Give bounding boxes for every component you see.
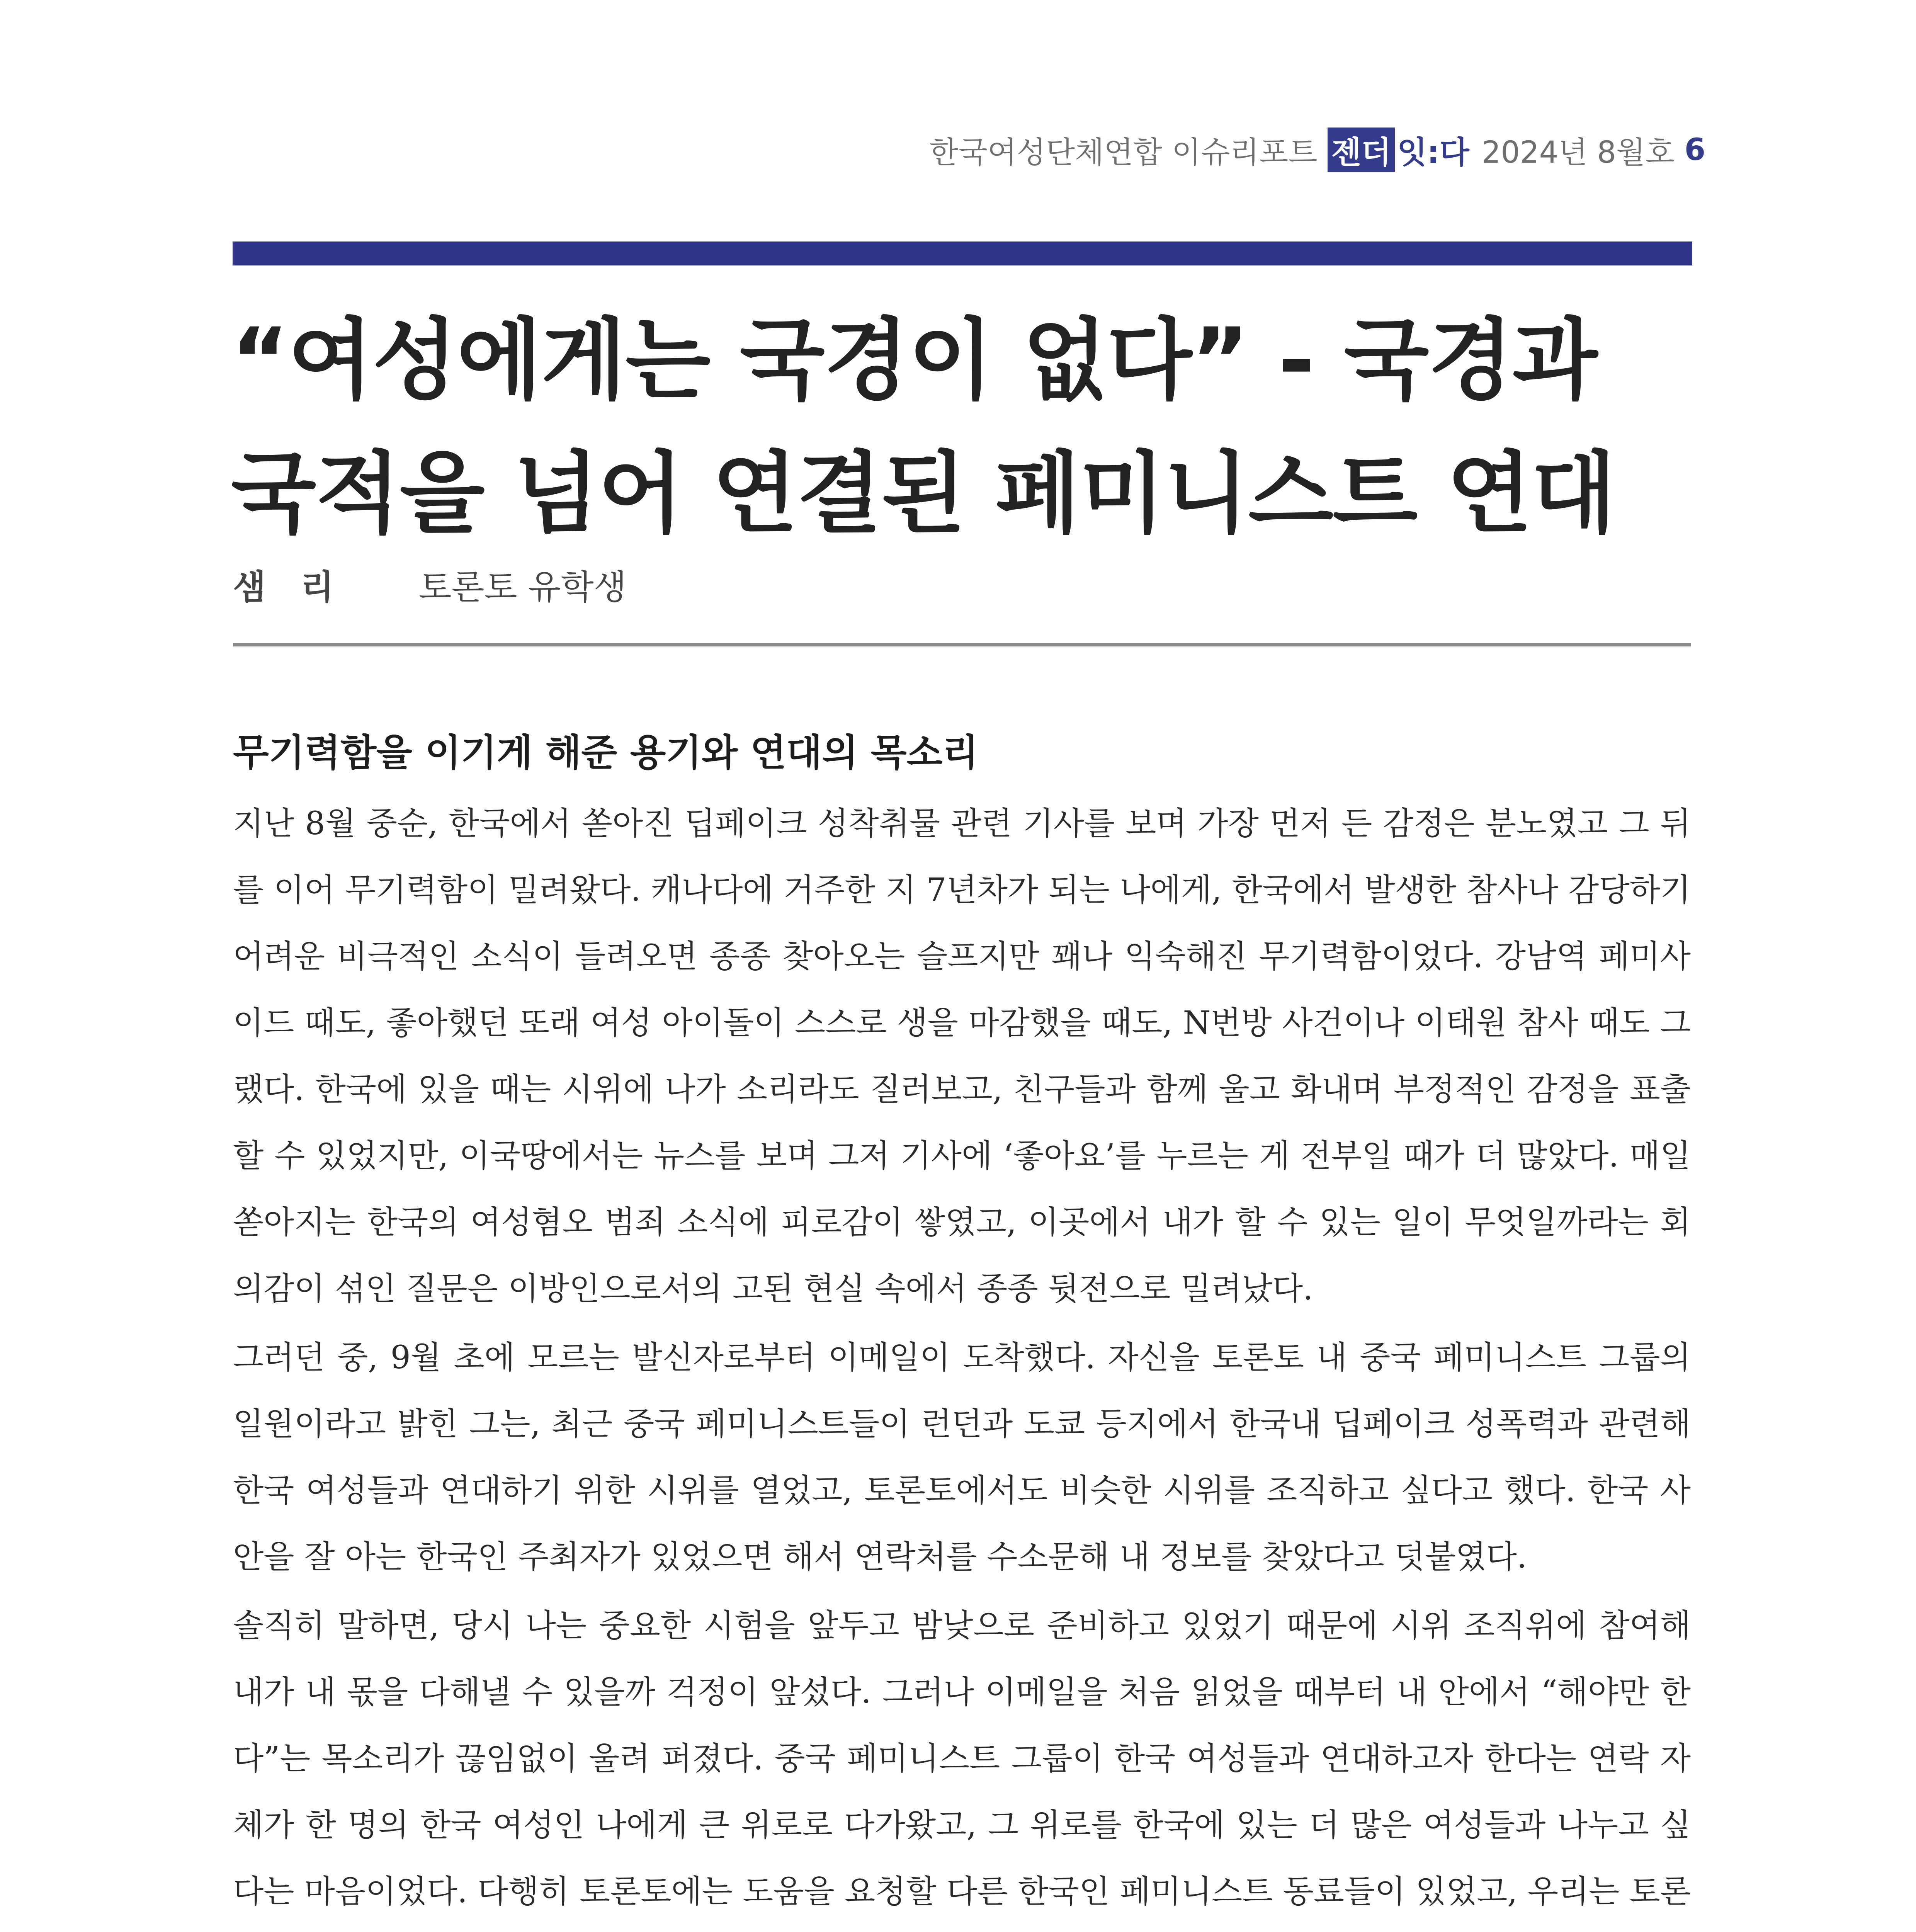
author-role: 토론토 유학생: [418, 567, 627, 607]
brand-part-1: 젠더: [1328, 128, 1395, 172]
brand-part-2: 잇:다: [1397, 134, 1469, 170]
article-body: [233, 791, 1691, 1932]
byline: [233, 560, 627, 609]
running-head: [929, 128, 1705, 172]
publisher-label: 한국여성단체연합 이슈리포트: [929, 135, 1318, 170]
title-top-bar: [233, 242, 1692, 265]
issue-label: 2024년 8월호: [1481, 135, 1675, 170]
paragraph: 솔직히 말하면, 당시 나는 중요한 시험을 앞두고 밤낮으로 준비하고 있었기 때문에 시위 조직위에 참여해 내가 내 몫을 다해낼 수 있을까 걱정이 앞섰다. 그러나 이메일을 처음 읽었을 때부터 내 안에서 “해야만 한다”는 목소리가 끊임없이 울려 퍼졌다. 중국 페미니스트 그룹이 한국 여성들과 연대하고자 한다는 연락 자체가 한 명의 한국 여성인 나에게 큰 위로로 다가왔고, 그 위로를 한국에 있는 더 많은 여성들과 나누고 싶다는 마음이었다. 다행히 토론토에는 도움을 요청할 다른 한국인 페미니스트 동료들이 있었고, 우리는 토론: [233, 1607, 1691, 1910]
article-title: “여성에게는 국경이 없다” - 국경과 국적을 넘어 연결된 페미니스트 연대: [231, 309, 1616, 545]
paragraph: 지난 8월 중순, 한국에서 쏟아진 딥페이크 성착취물 관련 기사를 보며 가장 먼저 든 감정은 분노였고 그 뒤를 이어 무기력함이 밀려왔다. 캐나다에 거주한 지 7년차가 되는 나에게, 한국에서 발생한 참사나 감당하기 어려운 비극적인 소식이 들려오면 종종 찾아오는 슬프지만 꽤나 익숙해진 무기력함이었다. 강남역 페미사이드 때도, 좋아했던 또래 여성 아이돌이 스스로 생을 마감했을 때도, N번방 사건이나 이태원 참사 때도 그랬다. 한국에 있을 때는 시위에 나가 소리라도 질러보고, 친구들과 함께 울고 화내며 부정적인 감정을 표출할 수 있었지만, 이국땅에서는 뉴스를 보며 그저 기사에 ‘좋아요’를 누르는 게 전부일 때가 더 많았다. 매일 쏟아지는 한국의 여성혐오 범죄 소식에 피로감이 쌓였고, 이곳에서 내가 할 수 있는 일이 무엇일까라는 회의감이 섞인 질문은 이방인으로서의 고된 현실 속에서 종종 뒷전으로 밀려났다.: [233, 805, 1691, 1307]
paragraph: 그러던 중, 9월 초에 모르는 발신자로부터 이메일이 도착했다. 자신을 토론토 내 중국 페미니스트 그룹의 일원이라고 밝힌 그는, 최근 중국 페미니스트들이 런던과 도쿄 등지에서 한국내 딥페이크 성폭력과 관련해 한국 여성들과 연대하기 위한 시위를 열었고, 토론토에서도 비슷한 시위를 조직하고 싶다고 했다. 한국 사안을 잘 아는 한국인 주최자가 있었으면 해서 연락처를 수소문해 내 정보를 찾았다고 덧붙였다.: [233, 1339, 1691, 1575]
byline-divider: [233, 643, 1691, 646]
author-name: 샘 리: [233, 567, 345, 607]
brand-logo: [1328, 128, 1472, 172]
page-number: 6: [1684, 132, 1705, 167]
section-title: 무기력함을 이기게 해준 용기와 연대의 목소리: [233, 731, 979, 774]
